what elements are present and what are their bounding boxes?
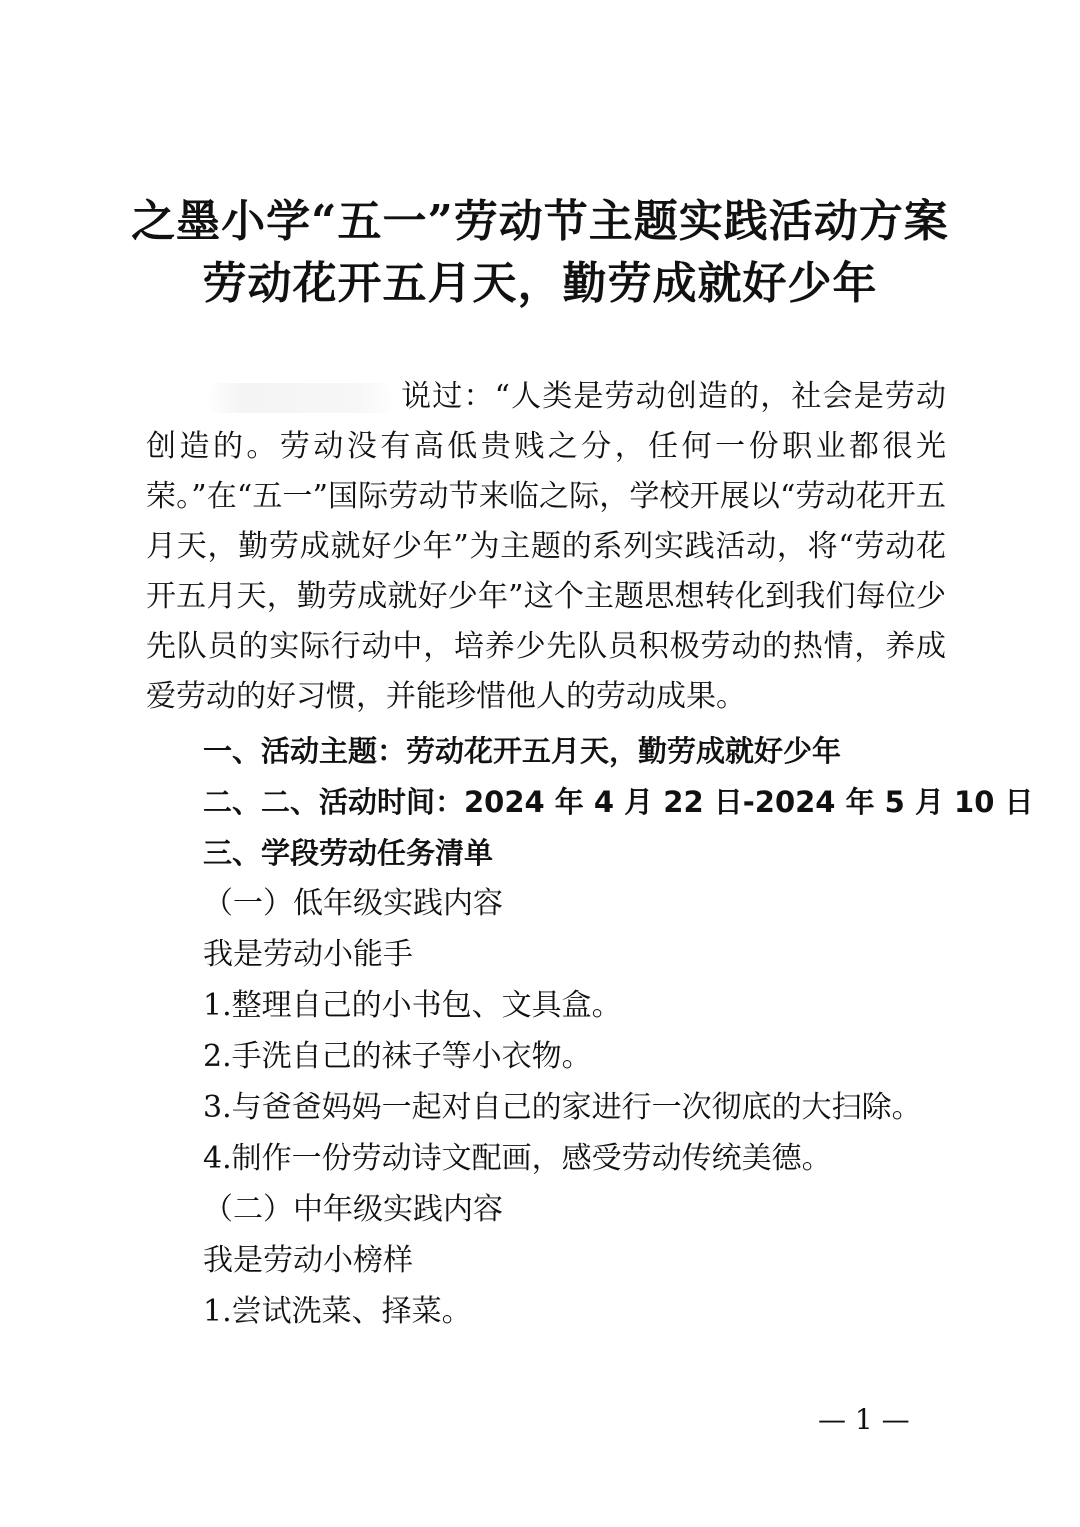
section-tasks: 三、学段劳动任务清单 xyxy=(203,836,494,870)
list-item: 4.制作一份劳动诗文配画，感受劳动传统美德。 xyxy=(203,1141,832,1176)
low-grade-subtitle: 我是劳动小能手 xyxy=(203,937,413,972)
section-time: 二、二、活动时间：2024 年 4 月 22 日-2024 年 5 月 10 日 xyxy=(203,785,1034,819)
intro-text: 说过：“人类是劳动创造的，社会是劳动创造的。劳动没有高低贵贱之分，任何一份职业都很光荣。”在“五一”国际劳动节来临之际，学校开展以“劳动花开五月天，勤劳成就好少年”为主题的系列实践活动，将“劳动花开五月天，勤劳成就好少年”这个主题思想转化到我们每位少先队员的实际行动中，培养少先队员积极劳动的热情，养成爱劳动的好习惯，并能珍惜他人的劳动成果。 xyxy=(146,379,946,714)
redacted-block xyxy=(206,383,396,413)
intro-paragraph xyxy=(146,372,946,722)
page-number: — 1 — xyxy=(818,1403,910,1436)
document-subtitle: 劳动花开五月天，勤劳成就好少年 xyxy=(202,258,878,309)
document-title: 之墨小学“五一”劳动节主题实践活动方案 xyxy=(131,196,949,247)
mid-grade-subtitle: 我是劳动小榜样 xyxy=(203,1243,413,1278)
list-item: 3.与爸爸妈妈一起对自己的家进行一次彻底的大扫除。 xyxy=(203,1090,922,1125)
mid-grade-heading: （二）中年级实践内容 xyxy=(203,1192,503,1227)
list-item: 2.手洗自己的袜子等小衣物。 xyxy=(203,1039,592,1074)
list-item: 1.尝试洗菜、择菜。 xyxy=(203,1294,472,1329)
list-item: 1.整理自己的小书包、文具盒。 xyxy=(203,988,622,1023)
low-grade-heading: （一）低年级实践内容 xyxy=(203,886,503,921)
section-theme: 一、活动主题：劳动花开五月天，勤劳成就好少年 xyxy=(203,734,842,768)
